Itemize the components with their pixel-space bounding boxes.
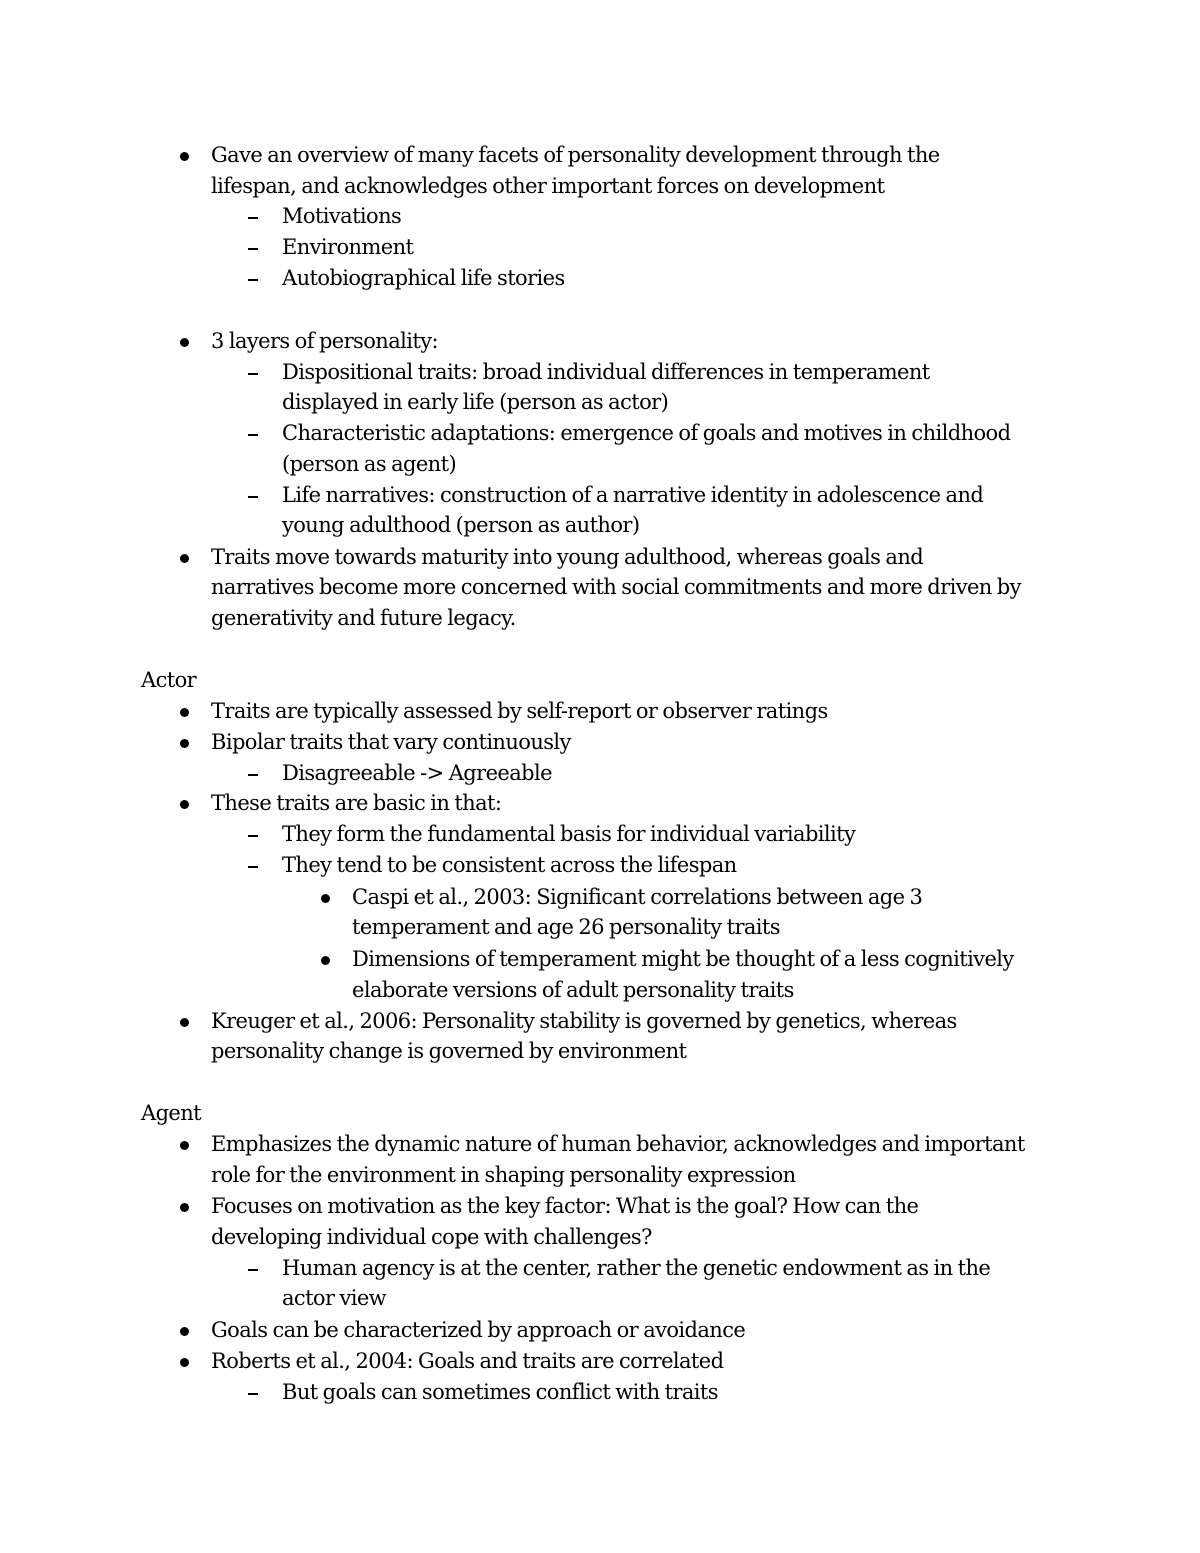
list-item-text: Traits move towards maturity into young adulthood, whereas goals and <box>211 545 924 569</box>
bullet-icon <box>180 1358 189 1367</box>
bullet-icon <box>180 1203 189 1212</box>
nested-item-text: Caspi et al., 2003: Significant correlations between age 3 <box>352 885 923 909</box>
list-item-text: generativity and future legacy. <box>211 606 516 630</box>
dash-icon <box>248 835 258 837</box>
list-item-text: narratives become more concerned with social commitments and more driven by <box>211 575 1021 599</box>
dash-icon <box>248 1269 258 1271</box>
list-item-text: developing individual cope with challenges? <box>211 1225 652 1249</box>
list-item-text: personality change is governed by environment <box>211 1039 687 1063</box>
list-item-text: Gave an overview of many facets of personality development through the <box>211 143 940 167</box>
sub-item-text: (person as agent) <box>282 452 457 476</box>
sub-item-text: They form the fundamental basis for individual variability <box>282 822 856 846</box>
sub-item-text: actor view <box>282 1286 387 1310</box>
bullet-icon <box>180 800 189 809</box>
list-item-text: Emphasizes the dynamic nature of human behavior, acknowledges and important <box>211 1132 1025 1156</box>
list-item-text: Bipolar traits that vary continuously <box>211 730 571 754</box>
sub-item-text: Autobiographical life stories <box>282 266 565 290</box>
sub-item-text: Motivations <box>282 204 402 228</box>
list-item-text: lifespan, and acknowledges other important forces on development <box>211 174 885 198</box>
list-item-text: These traits are basic in that: <box>211 791 502 815</box>
bullet-icon <box>180 739 189 748</box>
list-item-text: 3 layers of personality: <box>211 329 438 353</box>
sub-item-text: Human agency is at the center, rather the genetic endowment as in the <box>282 1256 991 1280</box>
bullet-icon <box>180 554 189 563</box>
dash-icon <box>248 248 258 250</box>
dash-icon <box>248 774 258 776</box>
nested-item-text: elaborate versions of adult personality traits <box>352 978 794 1002</box>
dash-icon <box>248 217 258 219</box>
list-item-text: Traits are typically assessed by self-report or observer ratings <box>211 699 828 723</box>
bullet-icon <box>180 1141 189 1150</box>
bullet-icon <box>321 956 330 965</box>
bullet-icon <box>180 1327 189 1336</box>
list-item-text: Roberts et al., 2004: Goals and traits are correlated <box>211 1349 724 1373</box>
dash-icon <box>248 434 258 436</box>
bullet-icon <box>180 1018 189 1027</box>
list-item-text: Focuses on motivation as the key factor: What is the goal? How can the <box>211 1194 919 1218</box>
nested-item-text: temperament and age 26 personality traits <box>352 915 780 939</box>
sub-item-text: But goals can sometimes conflict with traits <box>282 1380 718 1404</box>
sub-item-text: Life narratives: construction of a narrative identity in adolescence and <box>282 483 984 507</box>
sub-item-text: Environment <box>282 235 414 259</box>
list-item-text: Goals can be characterized by approach or avoidance <box>211 1318 746 1342</box>
sub-item-text: Disagreeable -> Agreeable <box>282 761 552 785</box>
sub-item-text: Dispositional traits: broad individual differences in temperament <box>282 360 930 384</box>
section-heading: Agent <box>141 1101 202 1125</box>
sub-item-text: young adulthood (person as author) <box>282 513 640 537</box>
bullet-icon <box>180 338 189 347</box>
list-item-text: role for the environment in shaping personality expression <box>211 1163 796 1187</box>
sub-item-text: They tend to be consistent across the lifespan <box>282 853 737 877</box>
bullet-icon <box>180 708 189 717</box>
nested-item-text: Dimensions of temperament might be thought of a less cognitively <box>352 947 1014 971</box>
sub-item-text: displayed in early life (person as actor) <box>282 390 669 414</box>
bullet-icon <box>180 152 189 161</box>
dash-icon <box>248 1393 258 1395</box>
dash-icon <box>248 866 258 868</box>
section-heading: Actor <box>141 668 197 692</box>
dash-icon <box>248 373 258 375</box>
bullet-icon <box>321 894 330 903</box>
sub-item-text: Characteristic adaptations: emergence of goals and motives in childhood <box>282 421 1011 445</box>
list-item-text: Kreuger et al., 2006: Personality stability is governed by genetics, whereas <box>211 1009 957 1033</box>
dash-icon <box>248 279 258 281</box>
dash-icon <box>248 496 258 498</box>
